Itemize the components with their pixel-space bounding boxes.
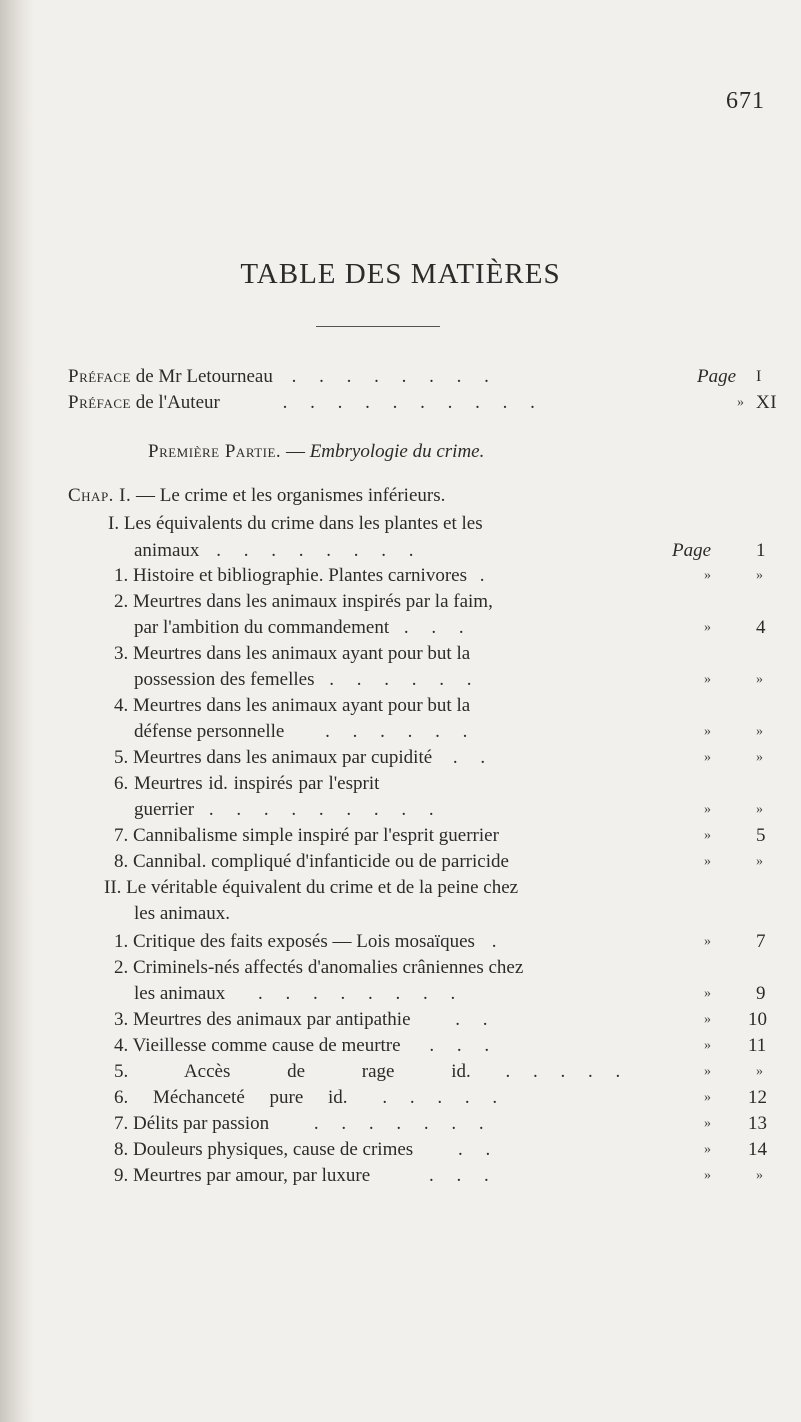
page-ref: » (756, 854, 763, 869)
toc-entry: 2. Meurtres dans les animaux inspirés par la faim, (114, 591, 493, 612)
ditto-mark: » (704, 1012, 711, 1027)
page-ref: 10 (748, 1009, 767, 1030)
chapter-text: — Le crime et les organismes inférieurs. (136, 485, 446, 506)
toc-entry: 7. Délits par passion . . . . . . . (114, 1113, 493, 1134)
section-heading: II. Le véritable équivalent du crime et de la peine chez (104, 877, 519, 898)
toc-entry-cont: défense personnelle . . . . . . (134, 721, 477, 742)
toc-entry: 6. Méchanceté pure id. . . . . . (114, 1087, 507, 1108)
part-dash: — (285, 441, 305, 462)
ditto-mark: » (704, 568, 711, 583)
page-ref: » (756, 724, 763, 739)
page-ref: XI (756, 392, 778, 413)
page-ref: 11 (748, 1035, 767, 1056)
toc-entry: 5. Meurtres dans les animaux par cupidité . . (114, 747, 495, 768)
page-ref: » (756, 1064, 763, 1079)
part-subtitle: Embryologie du crime. (309, 441, 485, 462)
toc-entry: 3. Meurtres dans les animaux ayant pour but la (114, 643, 471, 664)
toc-entry-cont: les animaux . . . . . . . . (134, 983, 465, 1004)
ditto-mark: » (737, 395, 744, 410)
title-divider (316, 326, 440, 327)
leader-dots: . . . . . . . . (291, 366, 498, 387)
leader-dots: . . . . . . . . . . (282, 392, 544, 413)
page-ref: I (756, 368, 762, 385)
preface-label: Préface (68, 392, 131, 413)
chapter-label: Chap. I. (68, 485, 132, 506)
preface-label: Préface (68, 366, 131, 387)
page-ref: 12 (748, 1087, 767, 1108)
page-ref: 1 (756, 540, 766, 561)
ditto-mark: » (704, 672, 711, 687)
toc-entry-preface-2 (68, 391, 544, 415)
ditto-mark: » (704, 1038, 711, 1053)
ditto-mark: » (704, 1116, 711, 1131)
toc-entry: 8. Douleurs physiques, cause de crimes . . (114, 1139, 500, 1160)
toc-entry: 1. Histoire et bibliographie. Plantes carnivores . (114, 565, 494, 586)
ditto-mark: » (704, 1090, 711, 1105)
part-label: Première Partie. (148, 441, 282, 462)
toc-entry: 5. Accès de rage id. . . . . . (114, 1061, 630, 1082)
section-heading: I. Les équivalents du crime dans les plantes et les (108, 513, 483, 534)
toc-entry-cont: guerrier . . . . . . . . . (134, 799, 443, 820)
ditto-mark: » (704, 1064, 711, 1079)
page-title: TABLE DES MATIÈRES (240, 258, 561, 290)
page-ref: » (756, 802, 763, 817)
part-heading (148, 440, 484, 464)
ditto-mark: » (704, 802, 711, 817)
page-ref: » (756, 1168, 763, 1183)
ditto-mark: » (704, 854, 711, 869)
page-binding-edge (0, 0, 34, 1422)
page-ref: 7 (756, 931, 766, 952)
page-ref: » (756, 672, 763, 687)
ditto-mark: » (704, 828, 711, 843)
page-label: Page (697, 366, 737, 387)
toc-entry: 6. Meurtres id. inspirés par l'esprit (114, 773, 380, 794)
leader-dots: . . . . . . . . (216, 540, 423, 561)
ditto-mark: » (704, 620, 711, 635)
toc-entry: 3. Meurtres des animaux par antipathie . . (114, 1009, 497, 1030)
page-ref: 13 (748, 1113, 767, 1134)
preface-text: de Mr Letourneau (135, 366, 273, 387)
toc-entry: 8. Cannibal. compliqué d'infanticide ou de parricide (114, 851, 509, 872)
ditto-mark: » (704, 750, 711, 765)
page-ref: 9 (756, 983, 766, 1004)
page-ref: 5 (756, 825, 766, 846)
toc-entry-cont: possession des femelles . . . . . . (134, 669, 481, 690)
toc-entry: 1. Critique des faits exposés — Lois mosaïques . (114, 931, 506, 952)
toc-entry-preface-1 (68, 365, 498, 389)
toc-entry: 2. Criminels-nés affectés d'anomalies crâniennes chez (114, 957, 524, 978)
page-ref: » (756, 568, 763, 583)
chapter-heading (68, 484, 445, 508)
section-heading-cont: animaux . . . . . . . . (134, 540, 423, 561)
toc-entry-cont: par l'ambition du commandement . . . (134, 617, 473, 638)
toc-entry: 9. Meurtres par amour, par luxure . . . (114, 1165, 498, 1186)
page-ref: 4 (756, 617, 766, 638)
page-label: Page (672, 540, 712, 561)
preface-text: de l'Auteur (135, 392, 220, 413)
page-ref: » (756, 750, 763, 765)
toc-entry: 4. Vieillesse comme cause de meurtre . . . (114, 1035, 499, 1056)
ditto-mark: » (704, 724, 711, 739)
page-ref: 14 (748, 1139, 767, 1160)
ditto-mark: » (704, 1168, 711, 1183)
page-number: 671 (726, 88, 765, 114)
ditto-mark: » (704, 934, 711, 949)
ditto-mark: » (704, 1142, 711, 1157)
toc-entry: 7. Cannibalisme simple inspiré par l'esprit guerrier (114, 825, 499, 846)
section-heading-cont: les animaux. (134, 903, 231, 924)
ditto-mark: » (704, 986, 711, 1001)
toc-entry: 4. Meurtres dans les animaux ayant pour but la (114, 695, 471, 716)
